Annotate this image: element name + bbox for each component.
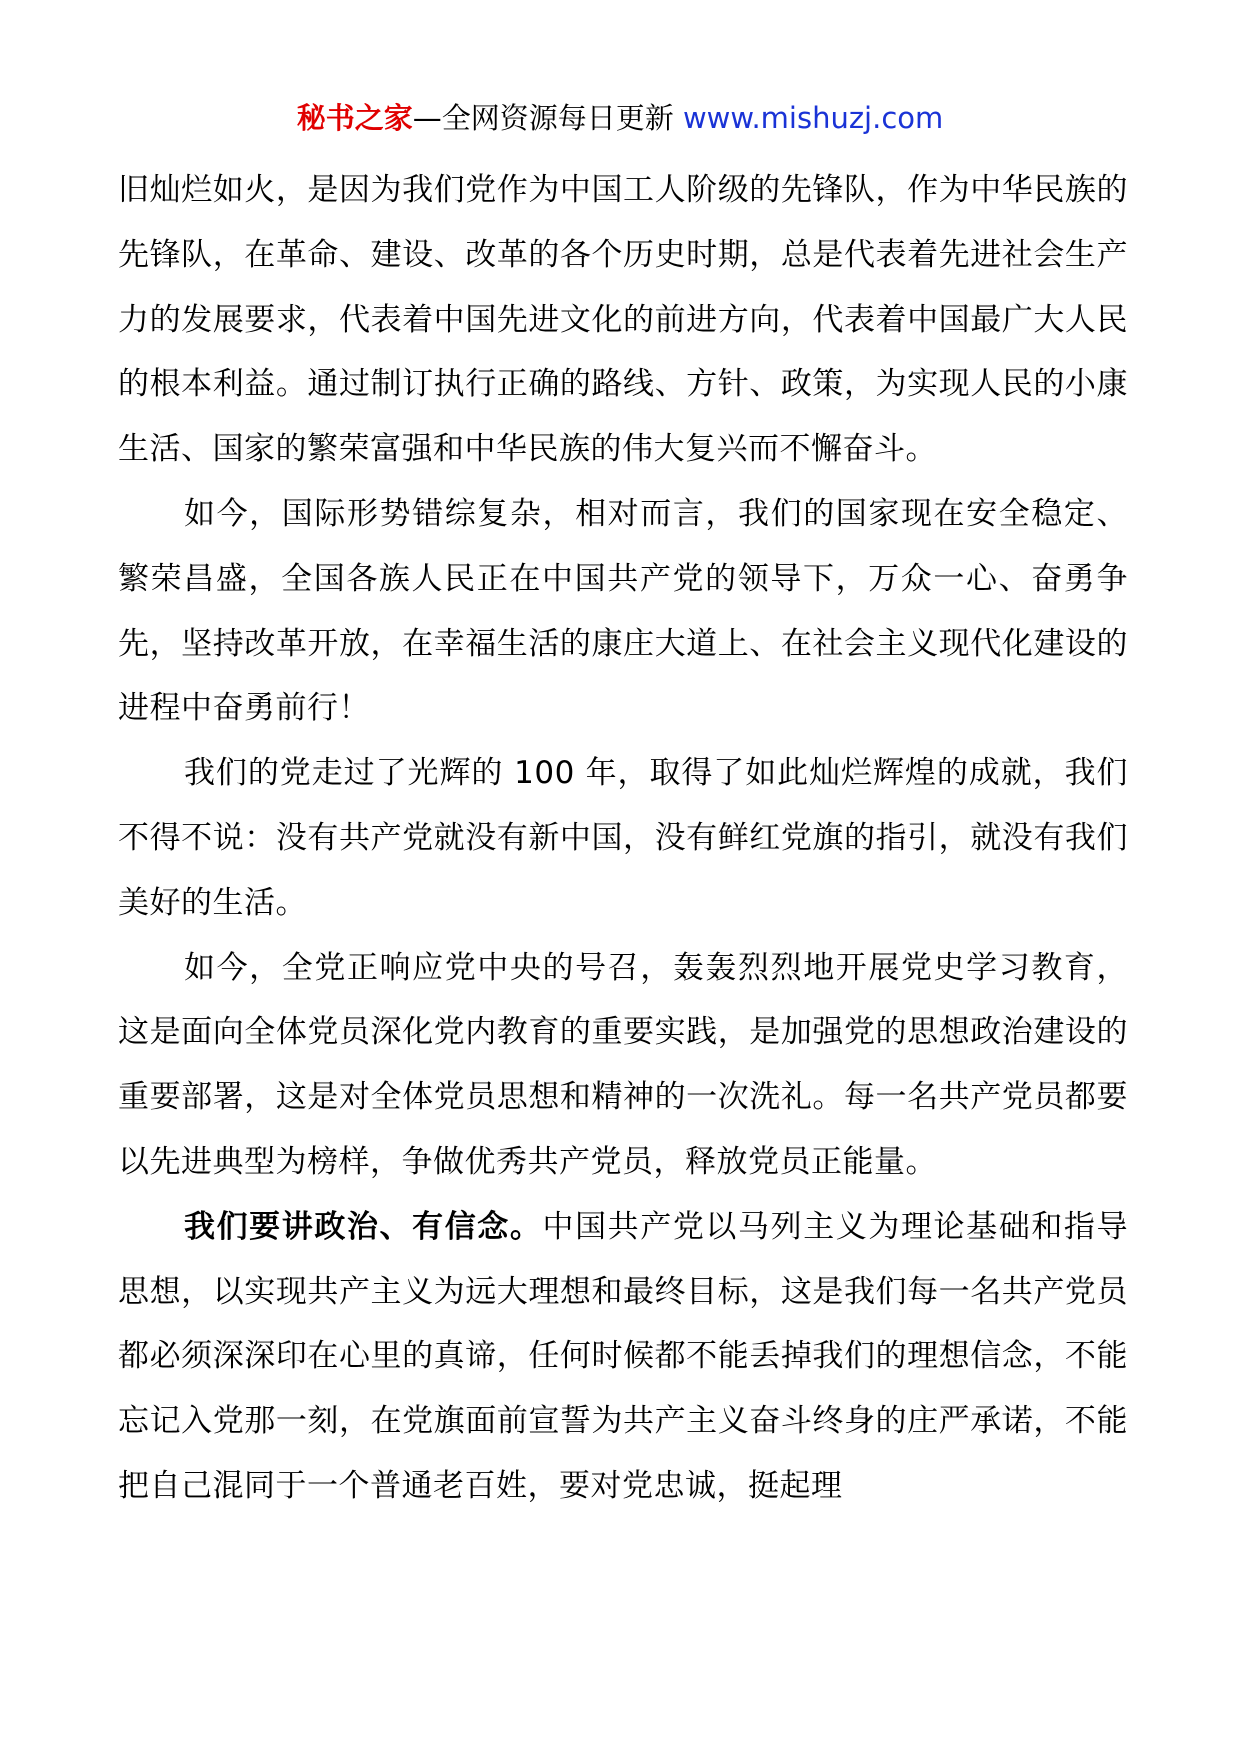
site-brand: 秘书之家 — [296, 101, 413, 135]
paragraph-party-100-years — [118, 741, 1128, 935]
paragraph-text: 如今，全党正响应党中央的号召，轰轰烈烈地开展党史学习教育，这是面向全体党员深化党内教育的重要实践，是加强党的思想政治建设的重要部署，这是对全体党员思想和精神的一次洗礼。每一名共产党员都要以先进典型为榜样，争做优秀共产党员，释放党员正能量。 — [118, 949, 1128, 1180]
document-body — [118, 158, 1128, 1519]
paragraph-bold-lead: 我们要讲政治、有信念。 — [184, 1208, 543, 1245]
paragraph-politics-belief — [118, 1195, 1128, 1519]
paragraph-history-education — [118, 936, 1128, 1195]
paragraph-text: 旧灿烂如火，是因为我们党作为中国工人阶级的先锋队，作为中华民族的先锋队，在革命、建设、改革的各个历史时期，总是代表着先进社会生产力的发展要求，代表着中国先进文化的前进方向，代表着中国最广大人民的根本利益。通过制订执行正确的路线、方针、政策，为实现人民的小康生活、国家的繁荣富强和中华民族的伟大复兴而不懈奋斗。 — [118, 172, 1128, 468]
paragraph-continued — [118, 158, 1128, 482]
site-url-link[interactable]: www.mishuzj.com — [682, 101, 944, 135]
paragraph-international-situation — [118, 482, 1128, 741]
paragraph-text: 我们的党走过了光辉的 100 年，取得了如此灿烂辉煌的成就，我们不得不说：没有共产党就没有新中国，没有鲜红党旗的指引，就没有我们美好的生活。 — [118, 755, 1128, 921]
paragraph-text: 如今，国际形势错综复杂，相对而言，我们的国家现在安全稳定、繁荣昌盛，全国各族人民正在中国共产党的领导下，万众一心、奋勇争先，坚持改革开放，在幸福生活的康庄大道上、在社会主义现代化建设的进程中奋勇前行！ — [118, 495, 1128, 727]
page-header — [0, 98, 1240, 138]
paragraph-text: 中国共产党以马列主义为理论基础和指导思想，以实现共产主义为远大理想和最终目标，这是我们每一名共产党员都必须深深印在心里的真谛，任何时候都不能丢掉我们的理想信念，不能忘记入党那一刻，在党旗面前宣誓为共产主义奋斗终身的庄严承诺，不能把自己混同于一个普通老百姓，要对党忠诚，挺起理 — [118, 1208, 1129, 1504]
site-tagline: —全网资源每日更新 — [412, 101, 683, 135]
